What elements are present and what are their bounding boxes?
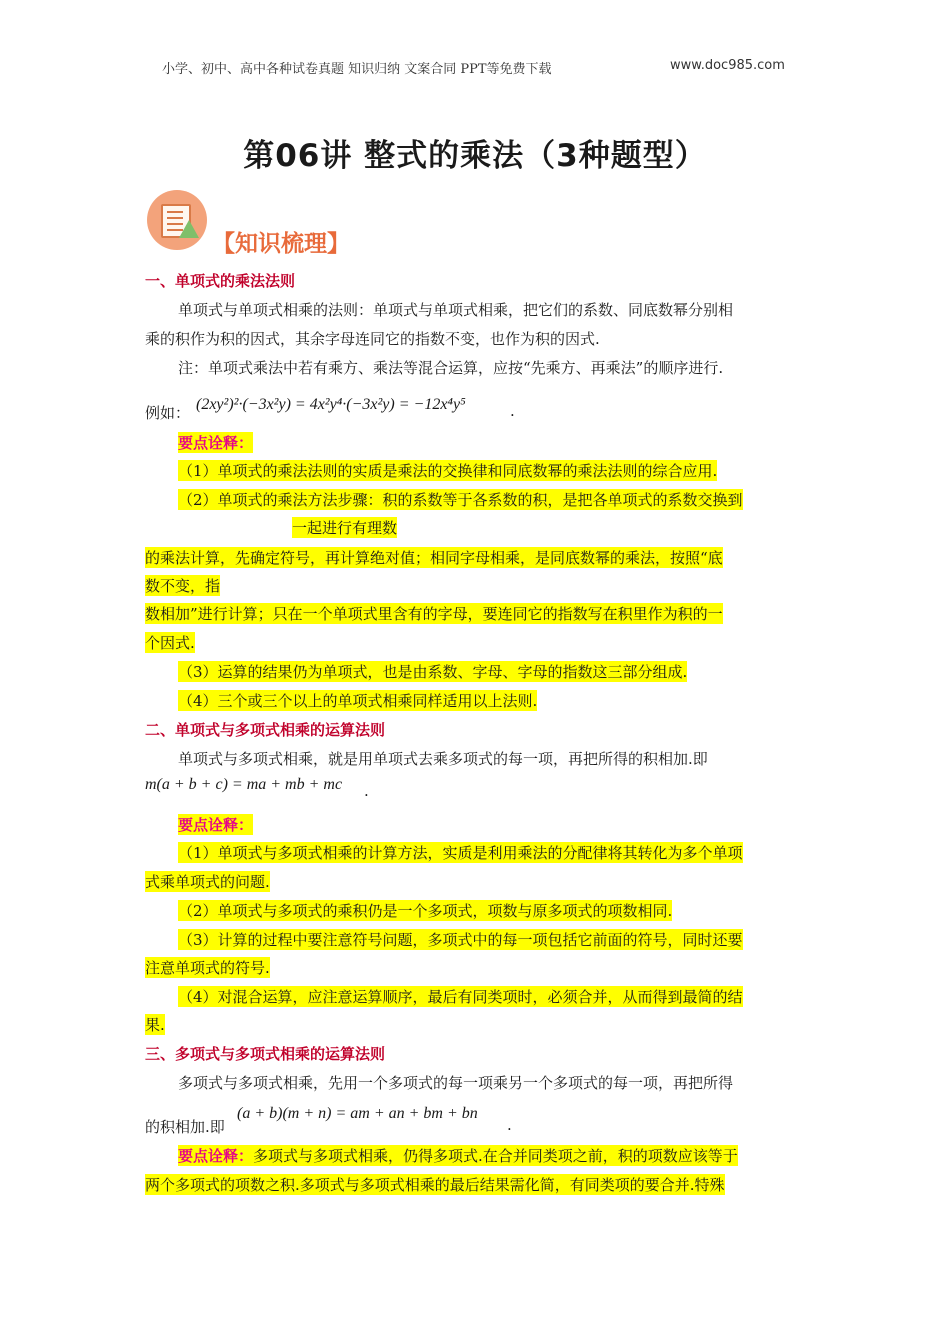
s3-rule-line-2-prefix: 的积相加.即 bbox=[145, 1118, 225, 1136]
knowledge-label: 【知识梳理】 bbox=[212, 231, 350, 257]
s3-points-label: 要点诠释： bbox=[178, 1147, 254, 1165]
s3-point-1-text: 多项式与多项式相乘，仍得多项式.在合并同类项之前，积的项数应该等于 bbox=[253, 1147, 738, 1165]
section-1-heading: 一、单项式的乘法法则 bbox=[145, 272, 296, 290]
s3-point-1-line-2: 两个多项式的项数之积.多项式与多项式相乘的最后结果需化简，有同类项的要合并.特殊 bbox=[145, 1176, 725, 1194]
s2-points-label: 要点诠释： bbox=[178, 816, 254, 834]
page-header bbox=[0, 56, 950, 80]
s2-rule-line-1: 单项式与多项式相乘，就是用单项式去乘多项式的每一项，再把所得的积相加.即 bbox=[178, 750, 708, 768]
s3-rule-line-1: 多项式与多项式相乘，先用一个多项式的每一项乘另一个多项式的每一项，再把所得 bbox=[178, 1074, 734, 1092]
s3-formula: (a + b)(m + n) = am + an + bm + bn bbox=[237, 1105, 478, 1122]
page-title: 第06讲 整式的乘法（3种题型） bbox=[243, 138, 707, 174]
s3-formula-period: . bbox=[507, 1116, 512, 1134]
notebook-ruler-icon bbox=[147, 190, 207, 250]
s2-point-2: （2）单项式与多项式的乘积仍是一个多项式，项数与原多项式的项数相同. bbox=[178, 902, 673, 920]
s2-point-4-line-2: 果. bbox=[145, 1016, 165, 1034]
s2-point-1-line-2: 式乘单项式的问题. bbox=[145, 873, 270, 891]
s1-point-2-line-5: 数相加”进行计算；只在一个单项式里含有的字母，要连同它的指数写在积里作为积的一 bbox=[145, 605, 723, 623]
s1-example-formula: (2xy²)²·(−3x²y) = 4x²y⁴·(−3x²y) = −12x⁴y⁵ bbox=[196, 396, 466, 413]
s1-point-1: （1）单项式的乘法法则的实质是乘法的交换律和同底数幂的乘法法则的综合应用. bbox=[178, 462, 718, 480]
s1-example-period: . bbox=[510, 402, 515, 420]
s1-note: 注：单项式乘法中若有乘方、乘法等混合运算，应按“先乘方、再乘法”的顺序进行. bbox=[178, 359, 724, 377]
s2-point-3-line-1: （3）计算的过程中要注意符号问题，多项式中的每一项包括它前面的符号，同时还要 bbox=[178, 931, 743, 949]
s2-formula-period: . bbox=[364, 782, 369, 800]
s3-point-1-line-1 bbox=[178, 1145, 738, 1166]
s1-point-2-line-4: 数不变，指 bbox=[145, 577, 221, 595]
s1-point-2-line-3: 的乘法计算，先确定符号，再计算绝对值；相同字母相乘，是同底数幂的乘法，按照“底 bbox=[145, 549, 723, 567]
s1-rule-line-2: 乘的积作为积的因式，其余字母连同它的指数不变，也作为积的因式. bbox=[145, 330, 600, 348]
s2-point-1-line-1: （1）单项式与多项式相乘的计算方法，实质是利用乘法的分配律将其转化为多个单项 bbox=[178, 844, 743, 862]
header-website-link[interactable]: www.doc985.com bbox=[670, 58, 785, 73]
s2-formula: m(a + b + c) = ma + mb + mc bbox=[145, 776, 343, 793]
s1-point-2-line-6: 个因式. bbox=[145, 634, 195, 652]
s1-point-2-line-2: 一起进行有理数 bbox=[292, 519, 398, 537]
section-2-heading: 二、单项式与多项式相乘的运算法则 bbox=[145, 721, 386, 739]
s1-example-prefix: 例如： bbox=[145, 404, 191, 422]
s1-point-2-line-1: （2）单项式的乘法方法步骤：积的系数等于各系数的积，是把各单项式的系数交换到 bbox=[178, 491, 743, 509]
s2-point-3-line-2: 注意单项式的符号. bbox=[145, 959, 270, 977]
header-left-text: 小学、初中、高中各种试卷真题 知识归纳 文案合同 PPT等免费下载 bbox=[162, 62, 552, 77]
s1-rule-line-1: 单项式与单项式相乘的法则：单项式与单项式相乘，把它们的系数、同底数幂分别相 bbox=[178, 301, 734, 319]
s2-point-4-line-1: （4）对混合运算，应注意运算顺序，最后有同类项时，必须合并，从而得到最简的结 bbox=[178, 988, 743, 1006]
s1-points-label: 要点诠释： bbox=[178, 434, 254, 452]
s1-point-4: （4）三个或三个以上的单项式相乘同样适用以上法则. bbox=[178, 692, 538, 710]
section-3-heading: 三、多项式与多项式相乘的运算法则 bbox=[145, 1045, 386, 1063]
s1-point-3: （3）运算的结果仍为单项式，也是由系数、字母、字母的指数这三部分组成. bbox=[178, 663, 688, 681]
